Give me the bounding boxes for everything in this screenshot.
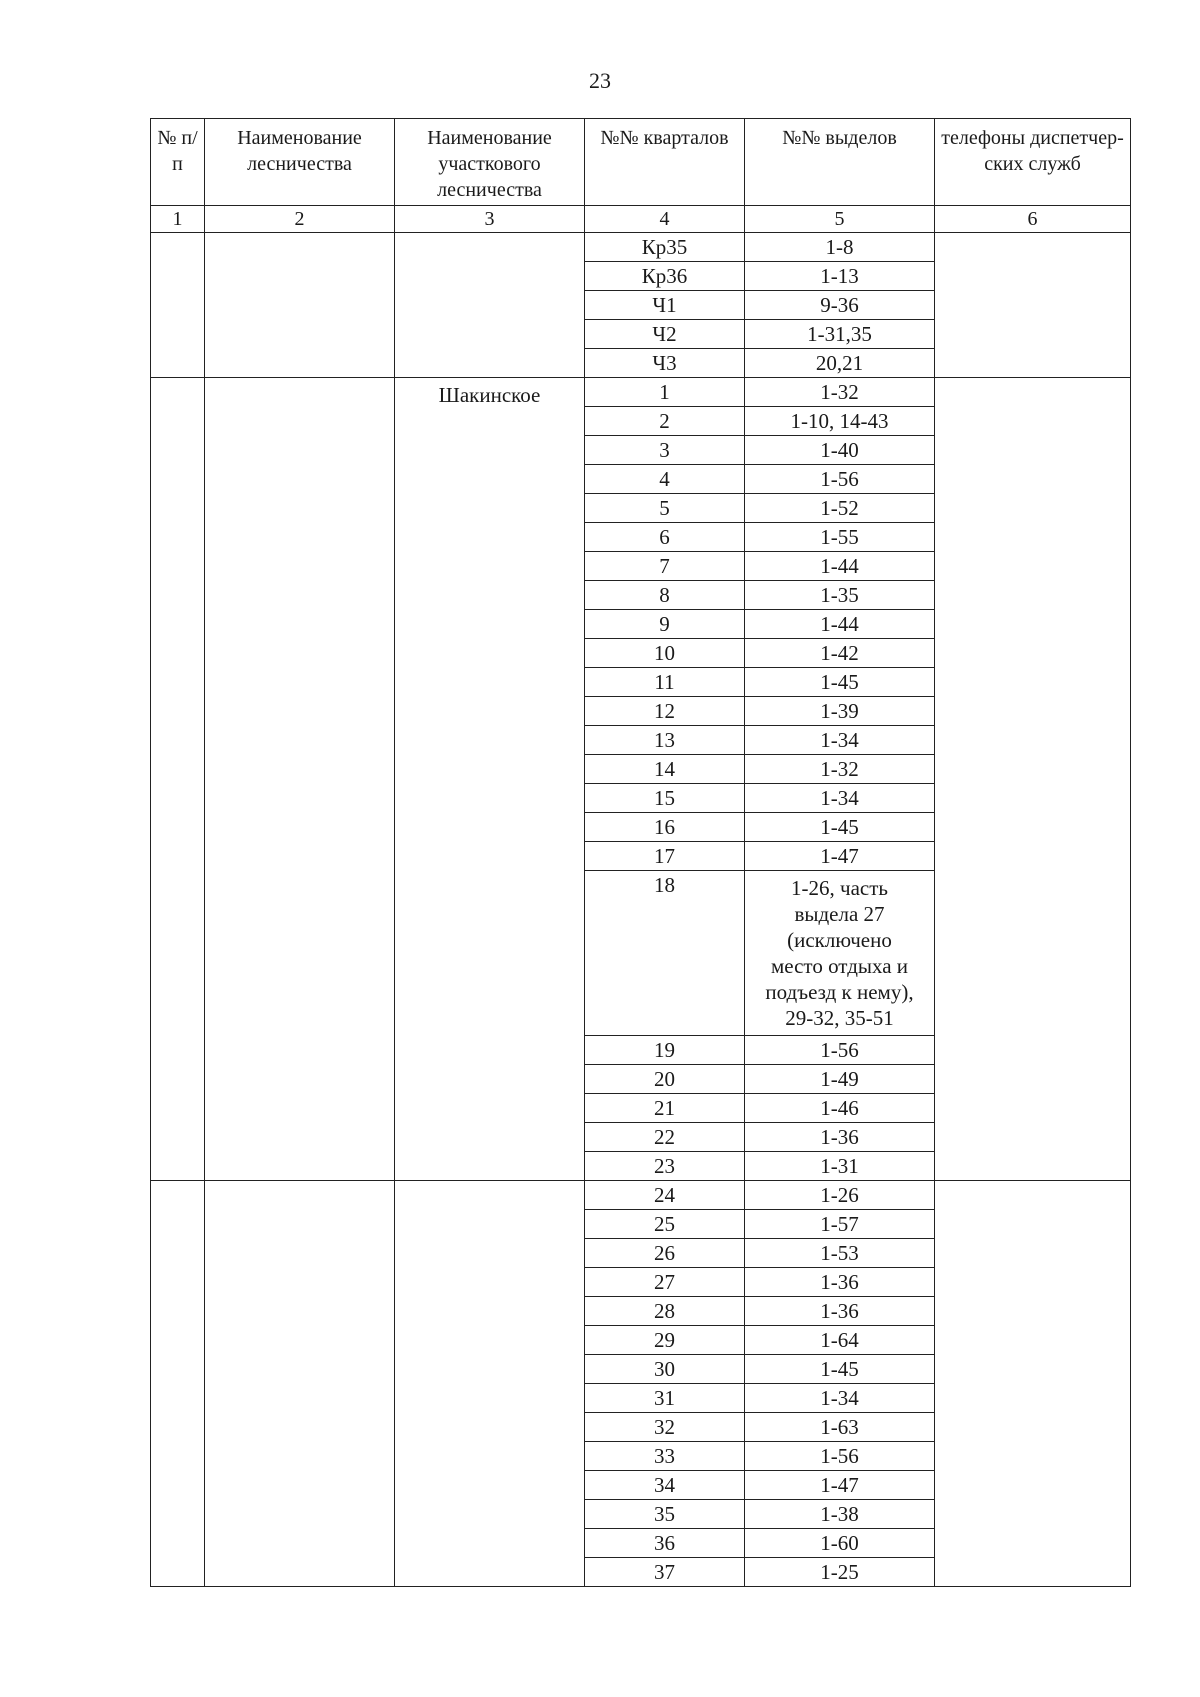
allotment-cell: 1-36 xyxy=(745,1268,935,1297)
allotment-cell: 1-26, часть выдела 27 (исключено место отдыха и подъезд к нему), 29-32, 35-51 xyxy=(745,871,935,1036)
row-number-cell xyxy=(151,1181,205,1587)
header-dispatch-phones: телефоны диспетчер-ских служб xyxy=(935,119,1131,206)
quarter-cell: 34 xyxy=(585,1471,745,1500)
dispatch-phone-cell xyxy=(935,1181,1131,1587)
allotment-cell: 1-63 xyxy=(745,1413,935,1442)
allotment-cell: 1-8 xyxy=(745,233,935,262)
section-shakinskoe xyxy=(151,378,1131,1181)
allotment-cell: 1-49 xyxy=(745,1065,935,1094)
allotment-cell: 1-36 xyxy=(745,1123,935,1152)
allotment-cell: 1-38 xyxy=(745,1500,935,1529)
dispatch-phone-cell xyxy=(935,378,1131,1181)
quarter-cell: 37 xyxy=(585,1558,745,1587)
table-row xyxy=(151,378,1131,407)
quarter-cell: 27 xyxy=(585,1268,745,1297)
allotment-cell: 1-44 xyxy=(745,552,935,581)
quarter-cell: 20 xyxy=(585,1065,745,1094)
quarter-cell: 22 xyxy=(585,1123,745,1152)
quarter-cell: 9 xyxy=(585,610,745,639)
district-forestry-cell xyxy=(395,233,585,378)
allotment-cell: 1-60 xyxy=(745,1529,935,1558)
quarter-cell: 21 xyxy=(585,1094,745,1123)
column-number: 5 xyxy=(745,206,935,233)
column-number: 1 xyxy=(151,206,205,233)
column-number: 3 xyxy=(395,206,585,233)
allotment-cell: 1-56 xyxy=(745,1036,935,1065)
quarter-cell: 8 xyxy=(585,581,745,610)
allotment-cell: 1-32 xyxy=(745,378,935,407)
allotment-cell: 1-26 xyxy=(745,1181,935,1210)
quarter-cell: 16 xyxy=(585,813,745,842)
allotment-cell: 1-47 xyxy=(745,842,935,871)
table-row xyxy=(151,233,1131,262)
allotment-cell: 1-40 xyxy=(745,436,935,465)
allotment-cell: 1-44 xyxy=(745,610,935,639)
row-number-cell xyxy=(151,233,205,378)
allotment-cell: 1-31 xyxy=(745,1152,935,1181)
allotment-cell: 1-57 xyxy=(745,1210,935,1239)
dispatch-phone-cell xyxy=(935,233,1131,378)
table-header xyxy=(151,119,1131,233)
quarter-cell: Кр36 xyxy=(585,262,745,291)
header-forestry-name: Наименование лесничества xyxy=(205,119,395,206)
allotment-cell: 1-56 xyxy=(745,465,935,494)
column-number: 6 xyxy=(935,206,1131,233)
quarter-cell: 19 xyxy=(585,1036,745,1065)
quarter-cell: 17 xyxy=(585,842,745,871)
district-forestry-cell xyxy=(395,1181,585,1587)
quarter-cell: 35 xyxy=(585,1500,745,1529)
quarter-cell: 18 xyxy=(585,871,745,1036)
quarter-cell: Кр35 xyxy=(585,233,745,262)
quarter-cell: 13 xyxy=(585,726,745,755)
quarter-cell: 3 xyxy=(585,436,745,465)
quarter-cell: 1 xyxy=(585,378,745,407)
quarter-cell: 30 xyxy=(585,1355,745,1384)
quarter-cell: 25 xyxy=(585,1210,745,1239)
allotment-cell: 1-10, 14-43 xyxy=(745,407,935,436)
table-row xyxy=(151,1181,1131,1210)
column-number-row xyxy=(151,206,1131,233)
allotment-cell: 1-32 xyxy=(745,755,935,784)
section-continuation xyxy=(151,233,1131,378)
allotment-cell: 1-46 xyxy=(745,1094,935,1123)
allotment-cell: 1-34 xyxy=(745,784,935,813)
district-forestry-cell: Шакинское xyxy=(395,378,585,1181)
quarter-cell: 6 xyxy=(585,523,745,552)
section-next-page-block xyxy=(151,1181,1131,1587)
row-number-cell xyxy=(151,378,205,1181)
quarter-cell: 11 xyxy=(585,668,745,697)
quarter-cell: 33 xyxy=(585,1442,745,1471)
allotment-cell: 1-13 xyxy=(745,262,935,291)
quarter-cell: 28 xyxy=(585,1297,745,1326)
quarter-cell: 24 xyxy=(585,1181,745,1210)
allotment-cell: 1-45 xyxy=(745,1355,935,1384)
quarter-cell: 10 xyxy=(585,639,745,668)
allotment-cell: 1-34 xyxy=(745,726,935,755)
allotment-cell: 9-36 xyxy=(745,291,935,320)
quarter-cell: 14 xyxy=(585,755,745,784)
quarter-cell: 4 xyxy=(585,465,745,494)
quarter-cell: Ч3 xyxy=(585,349,745,378)
forestry-name-cell xyxy=(205,378,395,1181)
allotment-cell: 1-56 xyxy=(745,1442,935,1471)
allotment-cell: 1-35 xyxy=(745,581,935,610)
allotment-cell: 1-45 xyxy=(745,813,935,842)
allotment-cell: 1-45 xyxy=(745,668,935,697)
allotment-cell: 1-47 xyxy=(745,1471,935,1500)
allotment-cell: 1-39 xyxy=(745,697,935,726)
header-row-number: № п/п xyxy=(151,119,205,206)
allotment-cell: 1-36 xyxy=(745,1297,935,1326)
header-allotments: №№ выделов xyxy=(745,119,935,206)
quarter-cell: 7 xyxy=(585,552,745,581)
quarter-cell: 36 xyxy=(585,1529,745,1558)
quarter-cell: 23 xyxy=(585,1152,745,1181)
page-number: 23 xyxy=(589,68,611,93)
forestry-name-cell xyxy=(205,233,395,378)
quarter-cell: Ч2 xyxy=(585,320,745,349)
allotment-cell: 1-55 xyxy=(745,523,935,552)
quarter-cell: 32 xyxy=(585,1413,745,1442)
allotment-cell: 1-31,35 xyxy=(745,320,935,349)
quarter-cell: 15 xyxy=(585,784,745,813)
quarter-cell: 29 xyxy=(585,1326,745,1355)
column-number: 2 xyxy=(205,206,395,233)
column-number: 4 xyxy=(585,206,745,233)
header-quarters: №№ кварталов xyxy=(585,119,745,206)
forestry-name-cell xyxy=(205,1181,395,1587)
quarter-cell: Ч1 xyxy=(585,291,745,320)
quarter-cell: 12 xyxy=(585,697,745,726)
forestry-table xyxy=(150,118,1131,1587)
header-district-forestry-name: Наименование участкового лесничества xyxy=(395,119,585,206)
quarter-cell: 26 xyxy=(585,1239,745,1268)
allotment-cell: 20,21 xyxy=(745,349,935,378)
allotment-cell: 1-53 xyxy=(745,1239,935,1268)
quarter-cell: 5 xyxy=(585,494,745,523)
allotment-cell: 1-42 xyxy=(745,639,935,668)
quarter-cell: 31 xyxy=(585,1384,745,1413)
allotment-cell: 1-64 xyxy=(745,1326,935,1355)
allotment-cell: 1-52 xyxy=(745,494,935,523)
allotment-cell: 1-34 xyxy=(745,1384,935,1413)
allotment-cell: 1-25 xyxy=(745,1558,935,1587)
quarter-cell: 2 xyxy=(585,407,745,436)
